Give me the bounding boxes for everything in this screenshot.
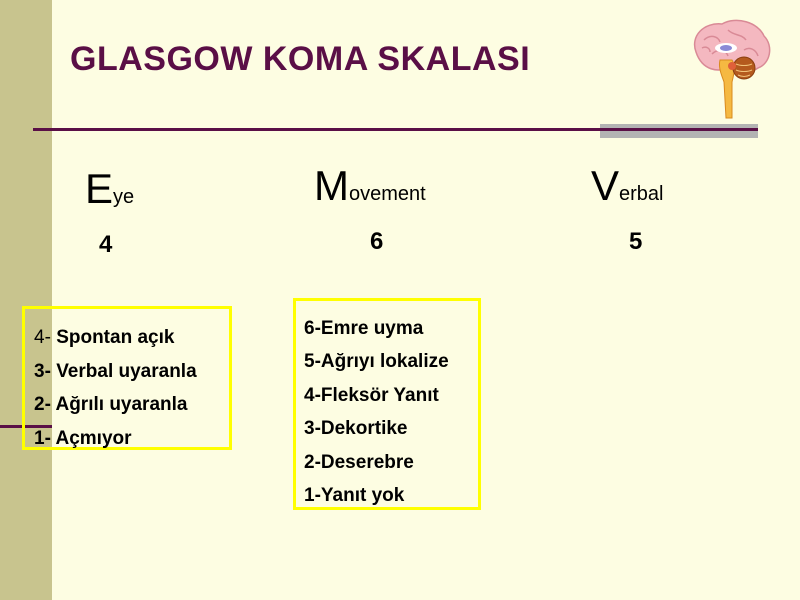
list-item: 2-Deserebre bbox=[304, 451, 414, 473]
list-item: 4- Spontan açık bbox=[34, 327, 175, 348]
verbal-score: 5 bbox=[629, 228, 643, 255]
slide-title: GLASGOW KOMA SKALASI bbox=[70, 40, 531, 78]
side-band bbox=[0, 0, 52, 600]
title-rule-accent bbox=[600, 124, 758, 138]
title-rule-accent-line bbox=[600, 128, 758, 131]
movement-heading: Movement bbox=[314, 162, 426, 209]
list-item: 3- Verbal uyaranla bbox=[34, 360, 197, 382]
motor-response-list bbox=[304, 312, 478, 512]
brain-icon bbox=[688, 18, 772, 122]
list-item: 3-Dekortike bbox=[304, 418, 408, 440]
eye-response-list bbox=[34, 321, 229, 455]
list-item: 1- Açmıyor bbox=[34, 427, 132, 449]
verbal-heading: Verbal bbox=[591, 162, 664, 209]
movement-score: 6 bbox=[370, 228, 384, 255]
list-item: 4-Fleksör Yanıt bbox=[304, 384, 439, 406]
list-item: 1-Yanıt yok bbox=[304, 485, 405, 507]
list-item: 5-Ağrıyı lokalize bbox=[304, 351, 449, 373]
eye-score: 4 bbox=[99, 231, 113, 258]
list-item: 2- Ağrılı uyaranla bbox=[34, 394, 188, 415]
list-item: 6-Emre uyma bbox=[304, 318, 424, 339]
eye-response-box bbox=[22, 306, 232, 450]
motor-response-box bbox=[293, 298, 481, 510]
eye-heading: Eye bbox=[85, 165, 135, 212]
